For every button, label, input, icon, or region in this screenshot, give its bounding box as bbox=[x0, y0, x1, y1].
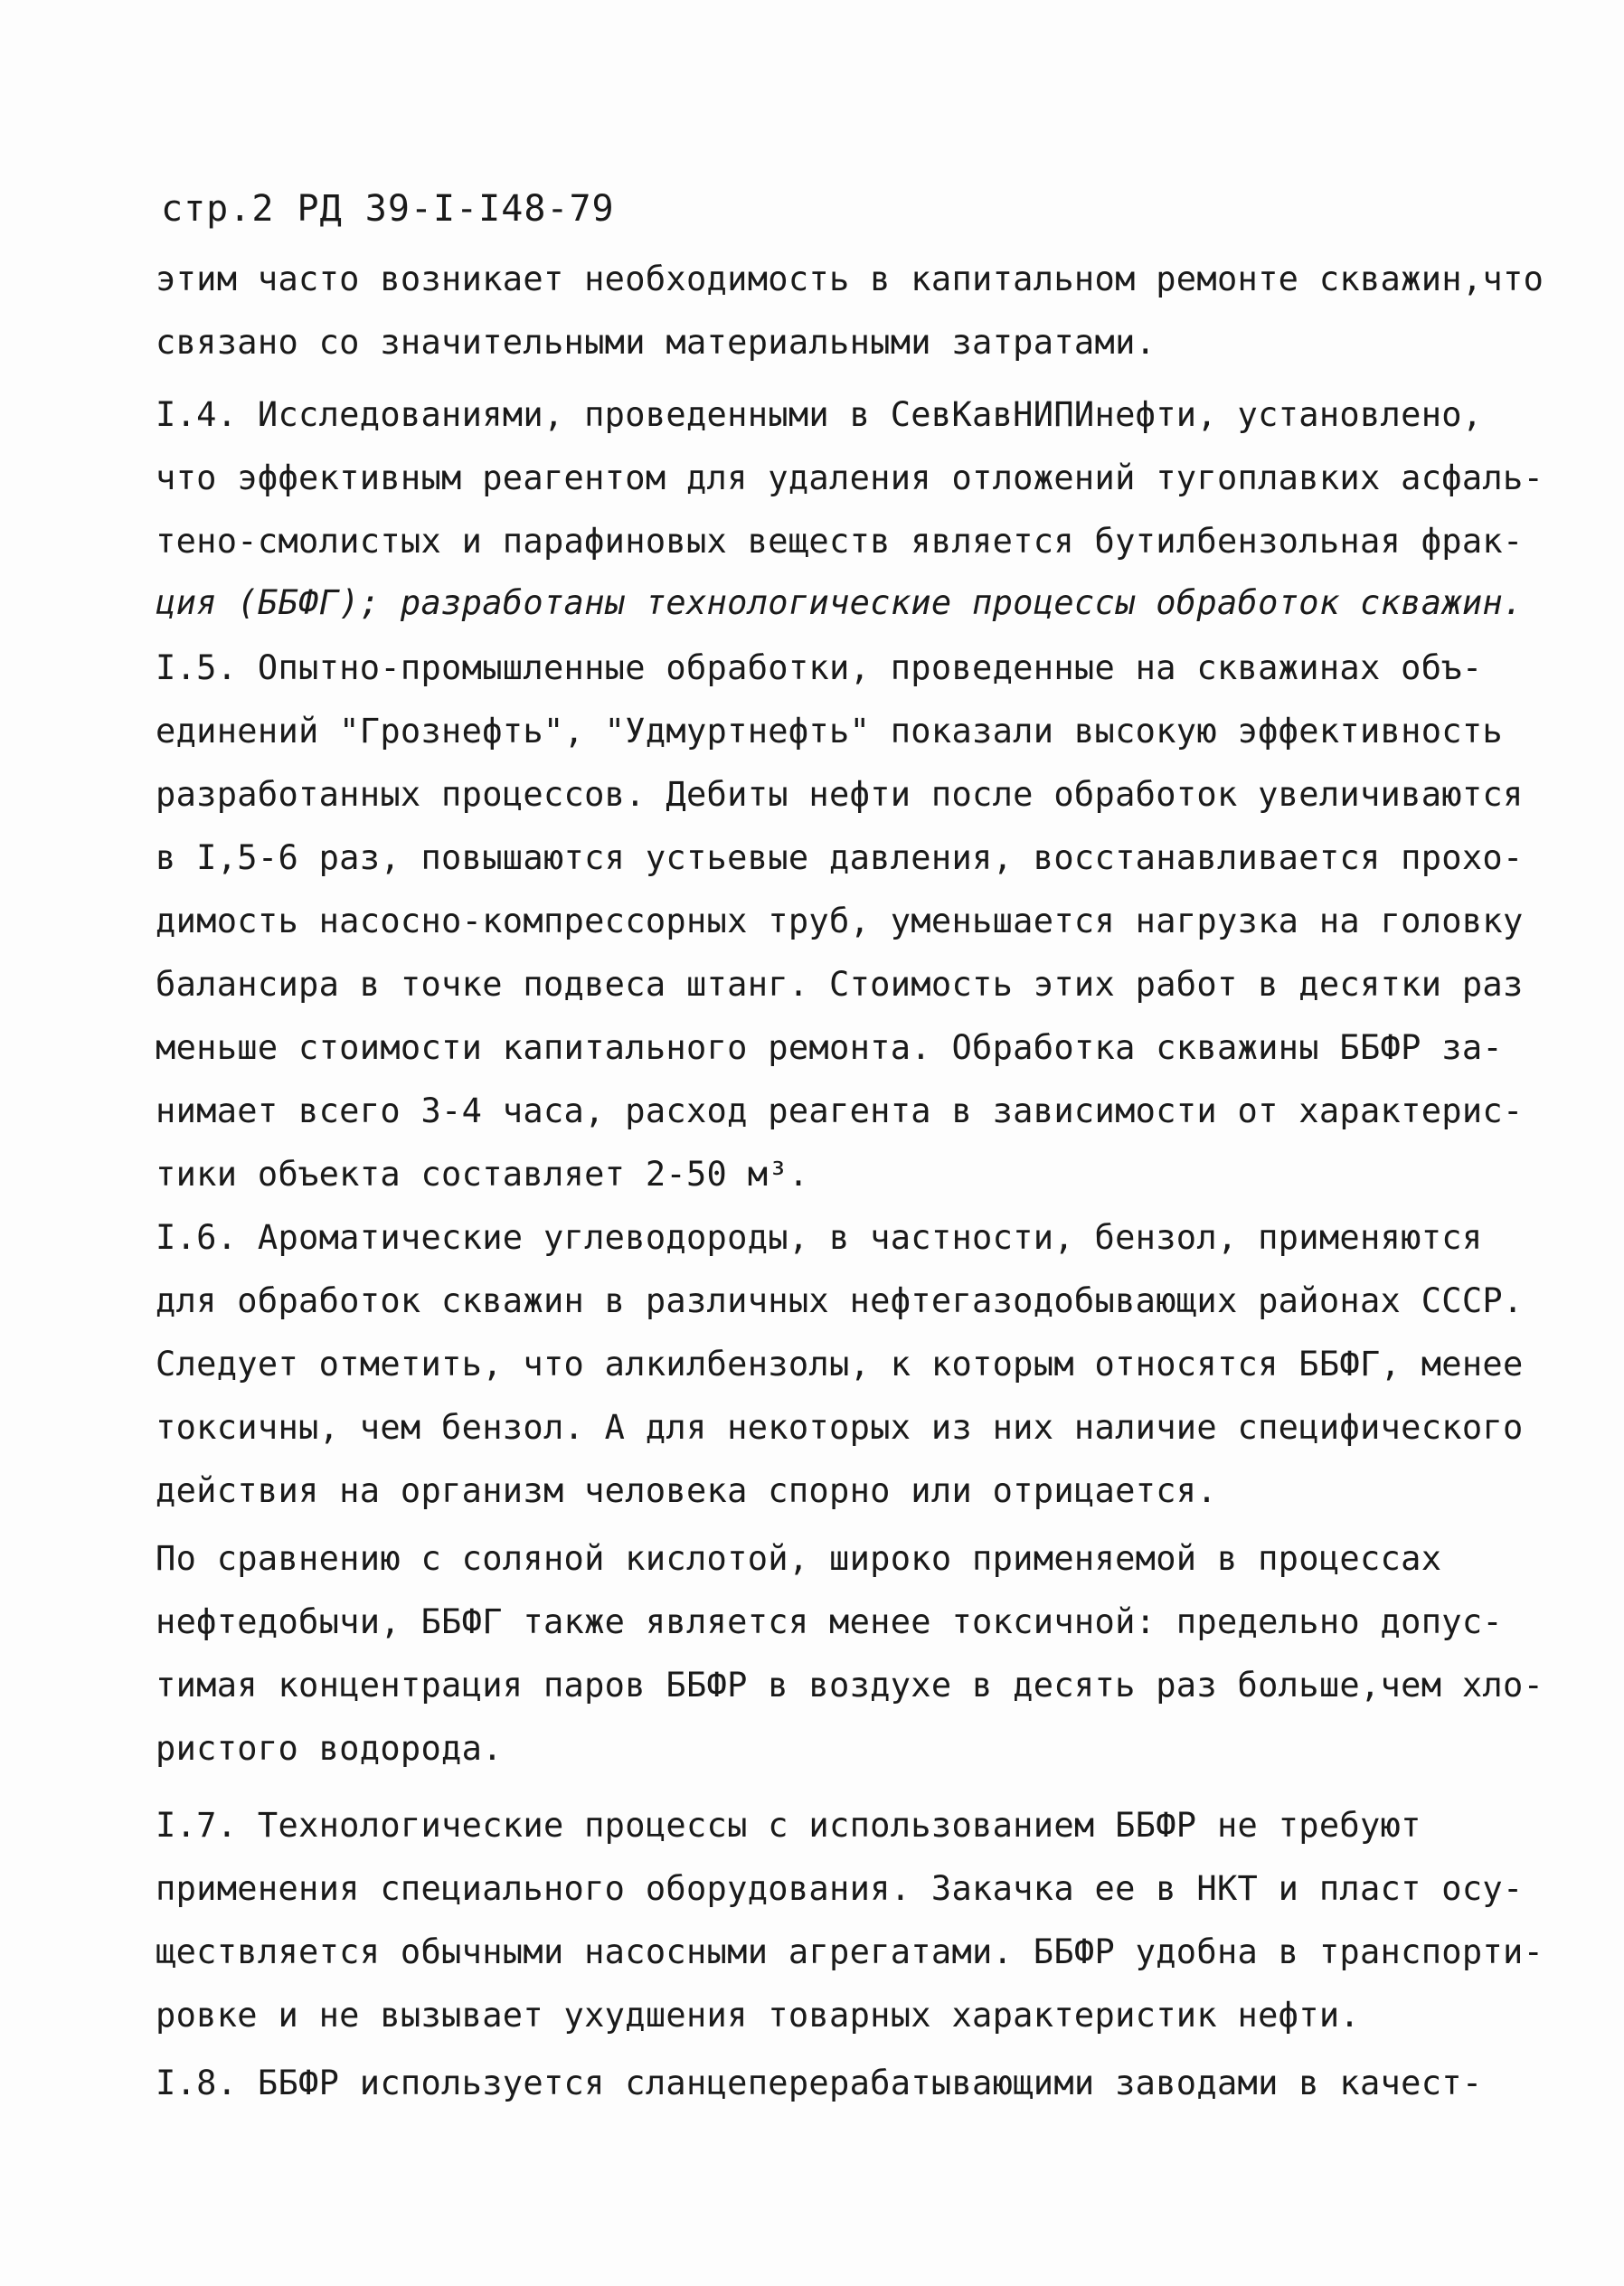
text-line: связано со значительными материальными затратами. bbox=[156, 323, 1157, 362]
text-line: токсичны, чем бензол. А для некоторых из них наличие специфического bbox=[156, 1408, 1524, 1447]
text-line: нимает всего 3-4 часа, расход реагента в зависимости от характерис- bbox=[156, 1091, 1524, 1130]
text-line: нефтедобычи, ББФГ также является менее токсичной: предельно допус- bbox=[156, 1602, 1504, 1641]
text-line: этим часто возникает необходимость в капитальном ремонте скважин,что bbox=[156, 260, 1544, 298]
text-line: I.5. Опытно-промышленные обработки, проведенные на скважинах объ- bbox=[156, 648, 1483, 687]
text-line: ровке и не вызывает ухудшения товарных характеристик нефти. bbox=[156, 1996, 1360, 2035]
text-line: ществляется обычными насосными агрегатами. ББФР удобна в транспорти- bbox=[156, 1932, 1544, 1971]
text-line: I.8. ББФР используется сланцеперерабатывающими заводами в качест- bbox=[156, 2064, 1483, 2102]
text-line: I.6. Ароматические углеводороды, в частности, бензол, применяются bbox=[156, 1218, 1483, 1257]
text-line: разработанных процессов. Дебиты нефти после обработок увеличиваются bbox=[156, 775, 1524, 814]
text-line: димость насосно-компрессорных труб, уменьшается нагрузка на головку bbox=[156, 902, 1524, 940]
text-line: балансира в точке подвеса штанг. Стоимость этих работ в десятки раз bbox=[156, 965, 1524, 1004]
text-line: ция (ББФГ); разработаны технологические процессы обработок скважин. bbox=[156, 583, 1524, 622]
text-line: тено-смолистых и парафиновых веществ является бутилбензольная фрак- bbox=[156, 522, 1524, 561]
page-header: стр.2 РД 39-I-I48-79 bbox=[161, 188, 615, 230]
text-line: единений "Грознефть", "Удмуртнефть" показали высокую эффективность bbox=[156, 712, 1504, 751]
text-line: меньше стоимости капитального ремонта. Обработка скважины ББФР за- bbox=[156, 1028, 1504, 1067]
text-line: тимая концентрация паров ББФР в воздухе в десять раз больше,чем хло- bbox=[156, 1666, 1544, 1705]
text-line: ристого водорода. bbox=[156, 1729, 503, 1768]
text-line: I.7. Технологические процессы с использованием ББФР не требуют bbox=[156, 1806, 1421, 1845]
text-line: что эффективным реагентом для удаления отложений тугоплавких асфаль- bbox=[156, 458, 1544, 497]
text-line: По сравнению с соляной кислотой, широко применяемой в процессах bbox=[156, 1539, 1442, 1578]
text-line: Следует отметить, что алкилбензолы, к которым относятся ББФГ, менее bbox=[156, 1345, 1524, 1384]
text-line: для обработок скважин в различных нефтегазодобывающих районах СССР. bbox=[156, 1281, 1524, 1320]
text-line: применения специального оборудования. Закачка ее в НКТ и пласт осу- bbox=[156, 1869, 1524, 1908]
text-line: I.4. Исследованиями, проведенными в СевКавНИПИнефти, установлено, bbox=[156, 395, 1483, 434]
text-line: тики объекта составляет 2-50 м³. bbox=[156, 1155, 809, 1194]
text-line: в I,5-6 раз, повышаются устьевые давления, восстанавливается прохо- bbox=[156, 838, 1524, 877]
text-line: действия на организм человека спорно или отрицается. bbox=[156, 1471, 1217, 1510]
